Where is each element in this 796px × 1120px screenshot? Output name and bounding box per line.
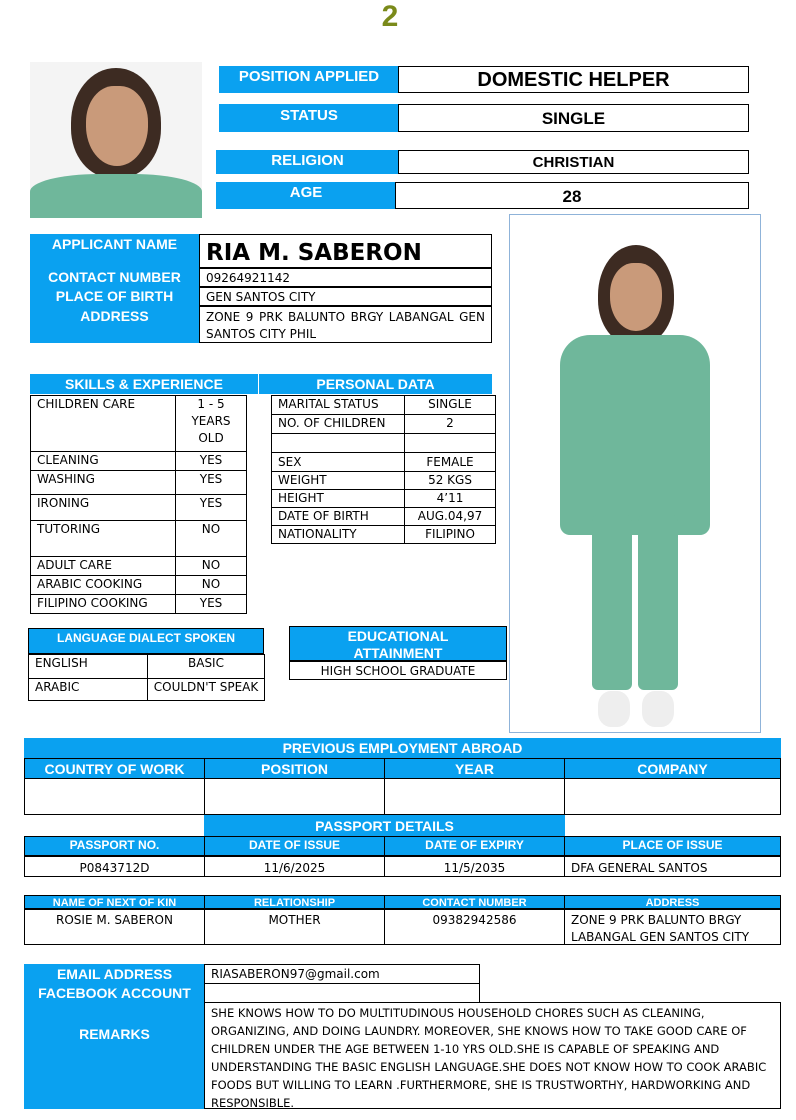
- skill-value: NO: [176, 557, 247, 576]
- skill-name: FILIPINO COOKING: [31, 595, 176, 614]
- table-row: [272, 490, 496, 508]
- contact-number-value: 09264921142: [199, 268, 492, 287]
- kin-relationship-value: MOTHER: [204, 909, 385, 945]
- language-name: ENGLISH: [29, 655, 148, 679]
- personal-label: WEIGHT: [272, 472, 405, 490]
- passport-col-expiry: DATE OF EXPIRY: [384, 836, 565, 856]
- email-label: EMAIL ADDRESS: [24, 964, 205, 984]
- employment-cell: [24, 778, 205, 815]
- age-label: AGE: [216, 182, 396, 209]
- language-level: BASIC: [148, 655, 265, 679]
- table-row: [31, 396, 247, 452]
- passport-col-place: PLACE OF ISSUE: [564, 836, 781, 856]
- kin-col-contact: CONTACT NUMBER: [384, 895, 565, 909]
- personal-data-header: PERSONAL DATA: [259, 374, 492, 394]
- headshot-photo: [30, 62, 202, 218]
- applicant-name-label: APPLICANT NAME: [30, 234, 199, 268]
- personal-label: SEX: [272, 453, 405, 472]
- kin-col-relationship: RELATIONSHIP: [204, 895, 385, 909]
- table-row: [31, 557, 247, 576]
- status-value: SINGLE: [398, 104, 749, 132]
- table-row: [31, 576, 247, 595]
- skill-name: CHILDREN CARE: [31, 396, 176, 452]
- remarks-label: REMARKS: [24, 1002, 205, 1109]
- employment-col-position: POSITION: [204, 758, 385, 779]
- full-body-photo: [509, 214, 761, 733]
- place-of-birth-label: PLACE OF BIRTH: [30, 287, 199, 306]
- skills-header: SKILLS & EXPERIENCE: [30, 374, 258, 394]
- skill-name: WASHING: [31, 471, 176, 495]
- personal-value: FILIPINO: [405, 526, 496, 544]
- table-row: [29, 655, 265, 679]
- skill-value: YES: [176, 452, 247, 471]
- skill-name: ARABIC COOKING: [31, 576, 176, 595]
- skill-name: CLEANING: [31, 452, 176, 471]
- status-label: STATUS: [219, 104, 399, 132]
- table-row: [29, 679, 265, 701]
- language-level: COULDN'T SPEAK: [148, 679, 265, 701]
- table-row: [31, 471, 247, 495]
- employment-cell: [204, 778, 385, 815]
- skill-name: ADULT CARE: [31, 557, 176, 576]
- passport-issue-value: 11/6/2025: [204, 856, 385, 877]
- facebook-value[interactable]: [204, 983, 480, 1003]
- kin-name-value: ROSIE M. SABERON: [24, 909, 205, 945]
- language-header: LANGUAGE DIALECT SPOKEN: [28, 628, 264, 654]
- skill-value: NO: [176, 576, 247, 595]
- passport-place-value: DFA GENERAL SANTOS: [564, 856, 781, 877]
- table-row: [272, 508, 496, 526]
- passport-number-value: P0843712D: [24, 856, 205, 877]
- employment-col-company: COMPANY: [564, 758, 781, 779]
- passport-col-number: PASSPORT NO.: [24, 836, 205, 856]
- table-row: [31, 452, 247, 471]
- kin-col-address: ADDRESS: [564, 895, 781, 909]
- religion-value: CHRISTIAN: [398, 150, 749, 174]
- personal-value: 4’11: [405, 490, 496, 508]
- email-value[interactable]: RIASABERON97@gmail.com: [204, 964, 480, 984]
- personal-label: NO. OF CHILDREN: [272, 415, 405, 434]
- skill-value: YES: [176, 495, 247, 521]
- employment-col-year: YEAR: [384, 758, 565, 779]
- education-value: HIGH SCHOOL GRADUATE: [289, 661, 507, 680]
- applicant-name-value: RIA M. SABERON: [199, 234, 492, 268]
- skills-table: [30, 395, 247, 614]
- skill-value: 1 - 5 YEARS OLD: [176, 396, 247, 452]
- education-header: EDUCATIONAL ATTAINMENT: [289, 626, 507, 661]
- kin-address-value: ZONE 9 PRK BALUNTO BRGY LABANGAL GEN SANTOS CITY: [564, 909, 781, 945]
- skill-name: TUTORING: [31, 521, 176, 557]
- personal-data-table: [271, 395, 496, 544]
- skill-value: YES: [176, 471, 247, 495]
- personal-label: NATIONALITY: [272, 526, 405, 544]
- contact-number-label: CONTACT NUMBER: [30, 268, 199, 287]
- personal-value: 2: [405, 415, 496, 434]
- personal-value: 52 KGS: [405, 472, 496, 490]
- religion-label: RELIGION: [216, 150, 399, 174]
- table-row: [272, 396, 496, 415]
- passport-header: PASSPORT DETAILS: [204, 815, 565, 836]
- employment-cell: [384, 778, 565, 815]
- facebook-label: FACEBOOK ACCOUNT: [24, 983, 205, 1003]
- address-value: ZONE 9 PRK BALUNTO BRGY LABANGAL GEN SANTOS CITY PHIL: [199, 306, 492, 343]
- place-of-birth-value: GEN SANTOS CITY: [199, 287, 492, 306]
- personal-value: SINGLE: [405, 396, 496, 415]
- personal-label: HEIGHT: [272, 490, 405, 508]
- language-name: ARABIC: [29, 679, 148, 701]
- table-row: [31, 595, 247, 614]
- remarks-text: SHE KNOWS HOW TO DO MULTITUDINOUS HOUSEHOLD CHORES SUCH AS CLEANING, ORGANIZING, AND DOING LAUNDRY. MOREOVER, SHE KNOWS HOW TO TAKE GOOD CARE OF CHILDREN UNDER THE AGE BETWEEN 1-10 YRS OLD.SHE IS CAPABLE OF SPEAKING AND UNDERSTANDING THE BASIC ENGLISH LANGUAGE.SHE DOES NOT KNOW HOW TO COOK ARABIC FOODS BUT WILLING TO LEARN .FURTHERMORE, SHE IS TRUSTWORTHY, HARDWORKING AND RESPONSIBLE.: [204, 1002, 781, 1109]
- employment-cell: [564, 778, 781, 815]
- table-row: [272, 415, 496, 434]
- skill-value: YES: [176, 595, 247, 614]
- table-row: [272, 434, 496, 453]
- table-row: [272, 526, 496, 544]
- kin-contact-value: 09382942586: [384, 909, 565, 945]
- personal-value: AUG.04,97: [405, 508, 496, 526]
- table-row: [272, 472, 496, 490]
- position-applied-label: POSITION APPLIED: [219, 66, 399, 93]
- table-row: [31, 495, 247, 521]
- page-number: 2: [381, 0, 399, 33]
- skill-value: NO: [176, 521, 247, 557]
- language-table: [28, 654, 265, 701]
- kin-col-name: NAME OF NEXT OF KIN: [24, 895, 205, 909]
- personal-label: DATE OF BIRTH: [272, 508, 405, 526]
- passport-expiry-value: 11/5/2035: [384, 856, 565, 877]
- position-applied-value: DOMESTIC HELPER: [398, 66, 749, 93]
- passport-col-issue: DATE OF ISSUE: [204, 836, 385, 856]
- personal-label: [272, 434, 405, 453]
- personal-value: [405, 434, 496, 453]
- personal-value: FEMALE: [405, 453, 496, 472]
- address-label: ADDRESS: [30, 306, 199, 343]
- employment-col-country: COUNTRY OF WORK: [24, 758, 205, 779]
- personal-label: MARITAL STATUS: [272, 396, 405, 415]
- skill-name: IRONING: [31, 495, 176, 521]
- table-row: [272, 453, 496, 472]
- age-value: 28: [395, 182, 749, 209]
- table-row: [31, 521, 247, 557]
- employment-header: PREVIOUS EMPLOYMENT ABROAD: [24, 738, 781, 758]
